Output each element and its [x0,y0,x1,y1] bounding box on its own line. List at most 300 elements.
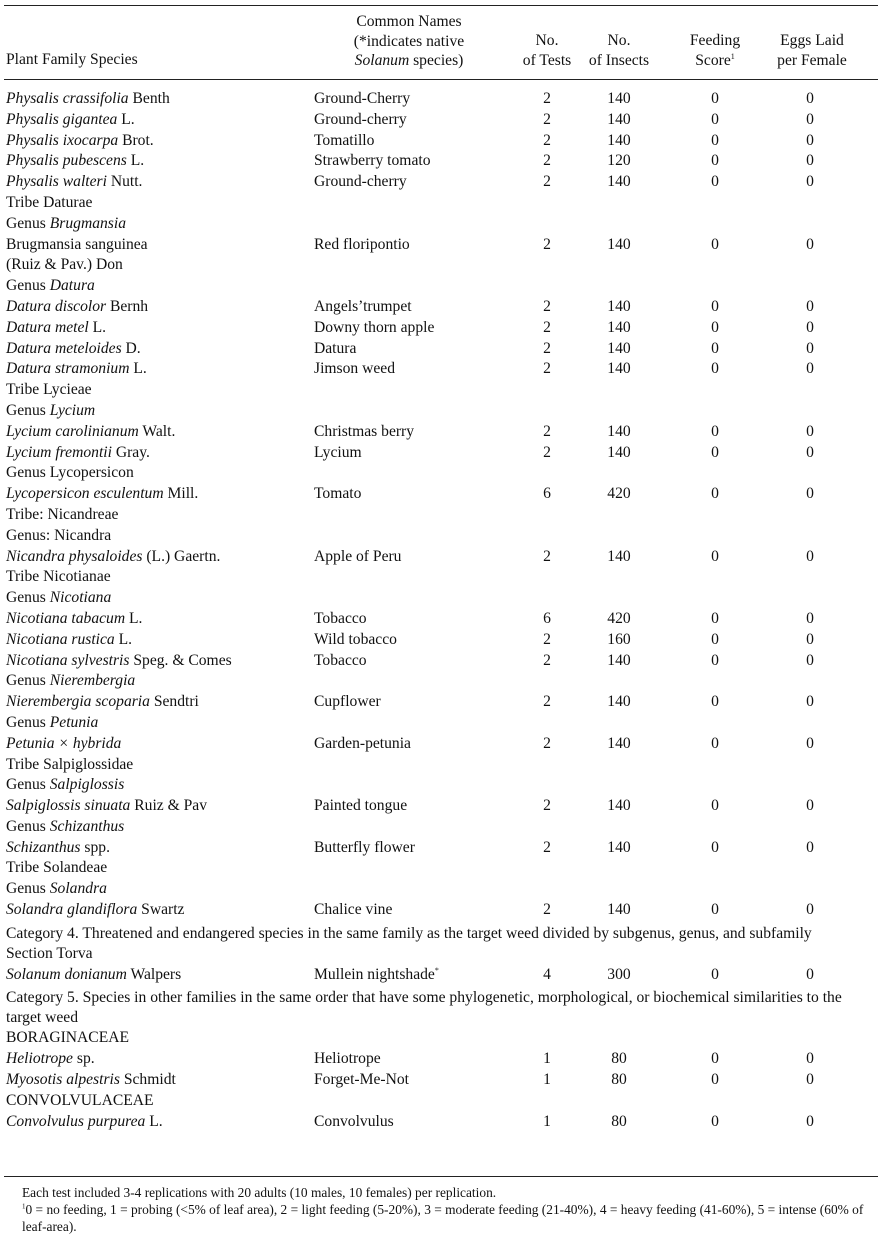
common-name: Wild tobacco [314,630,397,648]
species-cell [6,796,207,817]
common-name: Datura [314,339,357,357]
insects-cell: 140 [607,90,631,107]
species-authority: Sendtri [149,693,199,711]
tests-cell: 2 [543,339,551,357]
feeding-score-cell: 0 [711,547,719,565]
table-row [0,110,882,131]
taxon-name: Petunia [49,713,99,731]
taxon-heading [0,380,882,401]
species-name: Myosotis alpestris [6,1071,120,1089]
taxon-label: Tribe Lycieae [6,381,92,399]
insects-cell: 140 [607,173,631,191]
table-row [0,838,882,859]
common-name-cell [314,965,439,986]
species-authority: Mill. [163,485,199,503]
feeding-score-cell: 0 [711,297,719,315]
species-cell [6,965,181,986]
species-authority: L. [125,609,143,627]
tests-cell: 2 [543,360,551,378]
species-authority: Walt. [138,422,176,440]
tests-cell: 6 [543,609,551,627]
species-authority: L. [126,152,145,170]
category-text: Category 4. Threatened and endangered species in the same family as the target weed divided by subgenus, genus, and subfamily [6,924,812,942]
header-feeding-line1: Feeding [689,32,741,49]
common-name: Mullein nightshade [314,965,435,983]
insects-cell: 140 [607,297,631,315]
insects-cell: 300 [607,965,631,983]
eggs-cell: 0 [806,1112,814,1130]
header-eggs-line2: per Female [777,51,847,69]
feeding-score-cell: 0 [711,651,719,669]
table-row [0,151,882,172]
header-common-line2: (*indicates native [353,32,465,50]
feeding-score-cell: 0 [711,485,719,503]
taxon-heading [0,193,882,214]
feeding-score-cell: 0 [711,339,719,357]
taxon-label [6,713,98,734]
insects-cell: 140 [607,110,631,128]
species-authority: sp. [72,1050,95,1068]
eggs-cell: 0 [806,838,814,856]
feeding-score-cell: 0 [711,1112,719,1130]
taxon-rank: Genus [6,817,50,835]
eggs-cell: 0 [806,609,814,627]
feeding-score-cell: 0 [711,1050,719,1068]
eggs-cell: 0 [806,318,814,336]
table-row [0,1049,882,1070]
insects-cell: 420 [607,609,631,627]
table-header [0,0,882,80]
species-name: Datura discolor [6,297,107,315]
tests-cell: 2 [543,630,551,648]
species-name: Solandra glandiflora [6,901,138,919]
species-cell [6,1070,176,1091]
eggs-cell: 0 [806,173,814,191]
common-name: Ground-cherry [314,173,407,191]
eggs-cell: 0 [806,360,814,378]
insects-cell: 140 [607,901,631,919]
tests-cell: 2 [543,90,551,107]
taxon-heading [0,858,882,879]
header-eggs [766,31,858,70]
eggs-cell: 0 [806,901,814,919]
taxon-heading [0,526,882,547]
species-cell [6,443,150,464]
taxon-heading [0,879,882,900]
feeding-score-cell: 0 [711,838,719,856]
taxon-label [6,588,111,609]
common-name-cell [314,1049,381,1070]
taxon-label [6,817,124,838]
tests-cell: 2 [543,547,551,565]
feeding-score-cell: 0 [711,693,719,711]
common-name-cell [314,547,401,568]
common-name: Red floripontio [314,235,410,253]
insects-cell: 140 [607,318,631,336]
insects-cell: 140 [607,235,631,253]
species-name: Nicandra physaloides [6,547,143,565]
feeding-score-cell: 0 [711,609,719,627]
common-name-cell [314,734,411,755]
common-name-cell [314,692,381,713]
species-cell [6,172,142,193]
taxon-heading [0,588,882,609]
species-cell [6,131,154,152]
table-row [0,172,882,193]
taxon-heading [0,214,882,235]
insects-cell: 420 [607,485,631,503]
species-name: Lycopersicon esculentum [6,485,164,503]
taxon-rank: Genus [6,277,50,295]
species-cell [6,110,135,131]
tests-cell: 4 [543,965,551,983]
common-name: Chalice vine [314,901,393,919]
species-cell [6,630,132,651]
common-name-cell [314,609,367,630]
table-row [0,297,882,318]
common-name-cell [314,838,415,859]
eggs-cell: 0 [806,90,814,107]
taxon-heading [0,944,882,965]
species-name: Petunia × hybrida [6,734,122,752]
taxon-rank: Genus [6,776,50,794]
species-authority: L. [117,110,135,128]
taxon-label [6,671,135,692]
eggs-cell: 0 [806,297,814,315]
insects-cell: 140 [607,547,631,565]
species-cell [6,359,147,380]
taxon-label [6,775,124,796]
header-common-names [314,12,504,71]
species-cell [6,1049,95,1070]
tests-cell: 2 [543,651,551,669]
table-row [0,422,882,443]
species-authority: L. [145,1112,163,1130]
common-name-cell [314,172,407,193]
common-name: Painted tongue [314,797,408,815]
table-row [0,609,882,630]
common-name-cell [314,110,407,131]
common-name: Tobacco [314,651,367,669]
header-feeding-score-label: Score [695,51,731,69]
common-name: Convolvulus [314,1112,394,1130]
insects-cell: 80 [611,1112,627,1130]
table-row [0,547,882,568]
species-authority: L. [129,360,147,378]
table-row [0,89,882,110]
header-rule [4,79,878,80]
header-insects-line2: of Insects [588,51,650,69]
common-name-cell [314,900,392,921]
tests-cell: 1 [543,1050,551,1068]
feeding-score-cell: 0 [711,901,719,919]
eggs-cell: 0 [806,547,814,565]
tests-cell: 2 [543,110,551,128]
taxon-heading [0,817,882,838]
species-authority: Benth [128,90,170,107]
tests-cell: 2 [543,838,551,856]
common-name-cell [314,422,414,443]
footnotes [0,1184,882,1235]
species-cell: Brugmansia sanguinea [6,235,148,253]
feeding-score-cell: 0 [711,110,719,128]
taxon-heading [0,713,882,734]
species-name: Nicotiana rustica [6,630,115,648]
taxon-heading [0,255,882,276]
header-species-label: Plant Family Species [6,51,138,68]
common-name-cell [314,359,395,380]
header-feeding-line2 [672,51,758,71]
eggs-cell: 0 [806,1071,814,1089]
taxon-label: Tribe Salpiglossidae [6,755,134,773]
taxon-heading [0,1028,882,1049]
species-cell [6,692,199,713]
header-solanum-italic: Solanum [354,52,410,69]
taxon-rank: Genus [6,589,50,607]
common-name-cell [314,151,431,172]
table-row [0,630,882,651]
taxon-label [6,879,107,900]
species-authority: Ruiz & Pav [130,797,208,815]
footnote-feeding-score [0,1201,882,1235]
feeding-score-cell: 0 [711,131,719,149]
tests-cell: 2 [543,152,551,170]
insects-cell: 140 [607,838,631,856]
species-cell [6,838,110,859]
feeding-score-cell: 0 [711,235,719,253]
category-heading [0,988,882,1028]
eggs-cell: 0 [806,734,814,752]
taxon-name: Nierembergia [49,672,136,690]
footnote-replications: Each test included 3-4 replications with 20 adults (10 males, 10 females) per replication. [22,1185,497,1200]
species-name: Datura stramonium [6,360,130,378]
insects-cell: 140 [607,734,631,752]
header-tests [512,31,582,70]
common-name-cell [314,484,361,505]
species-name: Salpiglossis sinuata [6,797,131,815]
taxon-label: Tribe Nicotianae [6,568,111,586]
tests-cell: 1 [543,1071,551,1089]
tests-cell: 2 [543,235,551,253]
common-name: Tomatillo [314,131,375,149]
taxon-heading [0,276,882,297]
insects-cell: 140 [607,422,631,440]
insects-cell: 120 [607,152,631,170]
common-name-cell [314,131,374,152]
table-body [0,89,882,1132]
taxon-label [6,401,95,422]
insects-cell: 140 [607,651,631,669]
header-feeding [672,31,758,70]
species-name: Nicotiana tabacum [6,609,126,627]
common-name-cell [314,297,412,318]
species-authority: L. [114,630,133,648]
tests-cell: 2 [543,297,551,315]
taxon-label [6,214,126,235]
insects-cell: 140 [607,693,631,711]
taxon-rank: Genus [6,672,50,690]
common-name-cell [314,1070,409,1091]
tests-cell: 2 [543,734,551,752]
eggs-cell: 0 [806,693,814,711]
taxon-label: Section Torva [6,944,93,962]
common-name: Jimson weed [314,360,395,378]
common-name-cell [314,1112,394,1133]
species-name: Lycium carolinianum [6,422,139,440]
taxon-label: Tribe Daturae [6,193,93,211]
table-row [0,318,882,339]
species-authority: Schmidt [119,1071,176,1089]
species-authority: Nutt. [106,173,143,191]
taxon-name: Lycium [49,401,96,419]
species-cell [6,547,220,568]
header-insects-line1: No. [607,32,631,49]
species-authority: (L.) Gaertn. [142,547,221,565]
taxon-name: Schizanthus [49,817,125,835]
common-name-cell [314,235,410,256]
taxon-heading [0,505,882,526]
species-name: Physalis ixocarpa [6,131,119,149]
common-name: Forget-Me-Not [314,1071,409,1089]
table-row [0,1070,882,1091]
insects-cell: 80 [611,1050,627,1068]
feeding-score-cell: 0 [711,965,719,983]
species-authority: Bernh [106,297,149,315]
table-row [0,1112,882,1133]
common-name: Butterfly flower [314,838,415,856]
taxon-label: Tribe Solandeae [6,859,108,877]
taxon-rank: Genus [6,713,50,731]
species-authority: L. [88,318,107,336]
species-authority: Brot. [118,131,154,149]
eggs-cell: 0 [806,110,814,128]
taxon-label: Genus Lycopersicon [6,464,134,482]
species-name: Nicotiana sylvestris [6,651,130,669]
table-row [0,484,882,505]
eggs-cell: 0 [806,443,814,461]
insects-cell: 140 [607,131,631,149]
common-name-cell [314,651,367,672]
feeding-score-cell: 0 [711,797,719,815]
taxon-rank: Genus [6,214,50,232]
insects-cell: 80 [611,1071,627,1089]
native-marker: * [434,965,439,975]
insects-cell: 140 [607,797,631,815]
taxon-name: Solandra [49,880,107,898]
eggs-cell: 0 [806,131,814,149]
tests-cell: 2 [543,901,551,919]
taxon-label: Tribe: Nicandreae [6,505,119,523]
common-name: Ground-Cherry [314,90,411,107]
header-species [6,50,138,70]
common-name: Christmas berry [314,422,415,440]
header-tests-line1: No. [535,32,559,49]
category-heading [0,924,882,944]
common-name-cell [314,318,434,339]
tests-cell: 1 [543,1112,551,1130]
species-cell [6,734,121,755]
table-row [0,900,882,921]
eggs-cell: 0 [806,797,814,815]
table-row [0,965,882,986]
feeding-score-cell: 0 [711,630,719,648]
common-name: Heliotrope [314,1050,381,1068]
common-name-cell [314,796,407,817]
species-authority: D. [121,339,141,357]
table-row [0,734,882,755]
eggs-cell: 0 [806,965,814,983]
taxon-heading [0,463,882,484]
category-text: Category 5. Species in other families in the same order that have some phylogenetic, morphological, or biochemical similarities to the target weed [6,989,842,1027]
species-name: Heliotrope [6,1050,73,1068]
species-cell [6,339,141,360]
common-name-cell [314,89,410,110]
species-name: Solanum donianum [6,965,127,983]
species-name: Lycium fremontii [6,443,112,461]
table-row [0,235,882,256]
insects-cell: 140 [607,443,631,461]
tests-cell: 2 [543,131,551,149]
species-cell [6,151,144,172]
feeding-score-cell: 0 [711,1071,719,1089]
species-cell [6,484,198,505]
header-common-line1: Common Names [356,13,462,30]
species-cell [6,900,184,921]
table-row [0,692,882,713]
tests-cell: 2 [543,422,551,440]
common-name: Downy thorn apple [314,318,435,336]
header-common-line3-rest: species) [409,52,464,69]
eggs-cell: 0 [806,1050,814,1068]
common-name-cell [314,339,356,360]
taxon-label: Genus: Nicandra [6,526,112,544]
header-tests-line2: of Tests [522,51,572,69]
feeding-score-cell: 0 [711,90,719,107]
eggs-cell: 0 [806,485,814,503]
header-feeding-footnote-mark: 1 [730,51,735,61]
species-cell [6,89,170,110]
species-authority: spp. [80,838,110,856]
species-name: Physalis walteri [6,173,107,191]
species-cell [6,609,142,630]
header-insects [584,31,654,70]
feeding-score-cell: 0 [711,152,719,170]
species-name: Physalis gigantea [6,110,118,128]
common-name: Lycium [314,443,362,461]
common-name-cell [314,443,362,464]
tests-cell: 2 [543,318,551,336]
common-name: Garden-petunia [314,734,411,752]
table-row [0,651,882,672]
table-row [0,443,882,464]
common-name: Tomato [314,485,362,503]
taxon-heading [0,1091,882,1112]
species-name: Nierembergia scoparia [6,693,150,711]
species-cell [6,318,106,339]
tests-cell: 2 [543,797,551,815]
table-row [0,339,882,360]
taxon-heading [0,567,882,588]
table-row [0,796,882,817]
eggs-cell: 0 [806,422,814,440]
eggs-cell: 0 [806,339,814,357]
common-name: Apple of Peru [314,547,402,565]
tests-cell: 6 [543,485,551,503]
taxon-label: CONVOLVULACEAE [6,1091,154,1109]
feeding-score-cell: 0 [711,734,719,752]
taxon-heading [0,755,882,776]
taxon-name: Nicotiana [49,589,112,607]
